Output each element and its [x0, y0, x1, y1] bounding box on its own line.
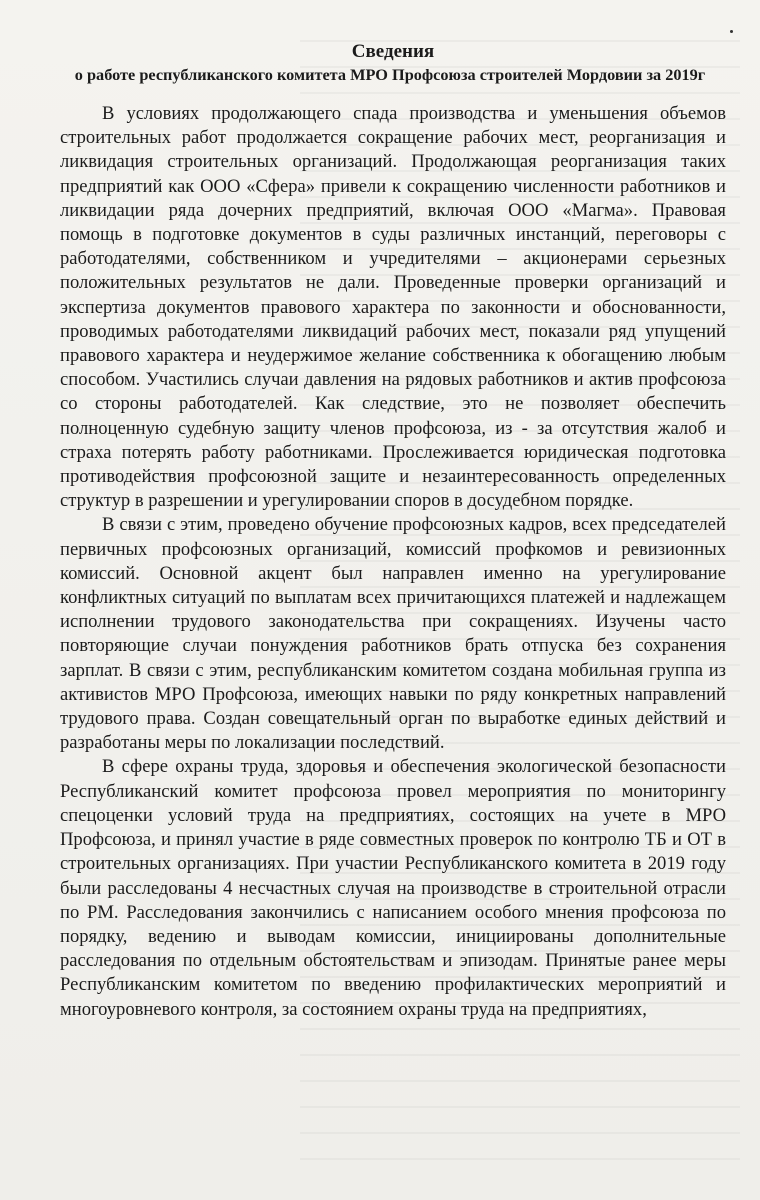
scan-speck	[730, 30, 733, 33]
paragraph-1: В условиях продолжающего спада производства и уменьшения объемов строительных работ продолжается сокращение рабочих мест, реорганизация и ликвидация строительных организаций. Продолжающая реорганизация таких предприятий как ООО «Сфера» привели к сокращению численности работников и ликвидации ряда дочерних предприятий, включая ООО «Магма». Правовая помощь в подготовке документов в суды различных инстанций, переговоры с работодателями, собственником и учредителями – акционерами серьезных положительных результатов не дали. Проведенные проверки организаций и экспертиза документов правового характера по законности и обоснованности, проводимых работодателями ликвидаций рабочих мест, показали ряд упущений правового характера и неудержимое желание собственника к обогащению любым способом. Участились случаи давления на рядовых работников и актив профсоюза со стороны работодателей. Как следствие, это не позволяет обеспечить полноценную судебную защиту членов профсоюза, из - за отсутствия жалоб и страха потерять работу работниками. Прослеживается юридическая подготовка противодействия профсоюзной защите и незаинтересованность определенных структур в разрешении и урегулировании споров в досудебном порядке.	[60, 103, 726, 512]
document-subtitle: о работе республиканского комитета МРО Профсоюза строителей Мордовии за 2019г	[74, 65, 706, 84]
paragraph-3: В сфере охраны труда, здоровья и обеспечения экологической безопасности Республиканский комитет профсоюза провел мероприятия по мониторингу спецоценки условий труда на предприятиях, состоящих на учете в МРО Профсоюза, и принял участие в ряде совместных проверок по контролю ТБ и ОТ в строительных организациях. При участии Республиканского комитета в 2019 году были расследованы 4 несчастных случая на производстве в строительной отрасли по РМ. Расследования закончились с написанием особого мнения профсоюза по порядку, ведению и выводам комиссии, инициированы дополнительные расследования по отдельным обстоятельствам и эпизодам. Принятые ранее меры Республиканским комитетом по введению профилактических мероприятий и многоуровневого контроля, за состоянием охраны труда на предприятиях,	[60, 756, 726, 1020]
document-title: Сведения	[351, 41, 435, 62]
document-body	[60, 40, 726, 1022]
paragraph-2: В связи с этим, проведено обучение профсоюзных кадров, всех председателей первичных профсоюзных организаций, комиссий профкомов и ревизионных комиссий. Основной акцент был направлен именно на урегулирование конфликтных ситуаций по выплатам всех причитающихся платежей и надлежащем исполнении трудового законодательства при сокращениях. Изучены часто повторяющие случаи понуждения работников брать отпуска без сохранения зарплат. В связи с этим, республиканским комитетом создана мобильная группа из активистов МРО Профсоюза, имеющих навыки по ряду конкретных направлений трудового права. Создан совещательный орган по выработке единых действий и разработаны меры по локализации последствий.	[60, 514, 726, 754]
